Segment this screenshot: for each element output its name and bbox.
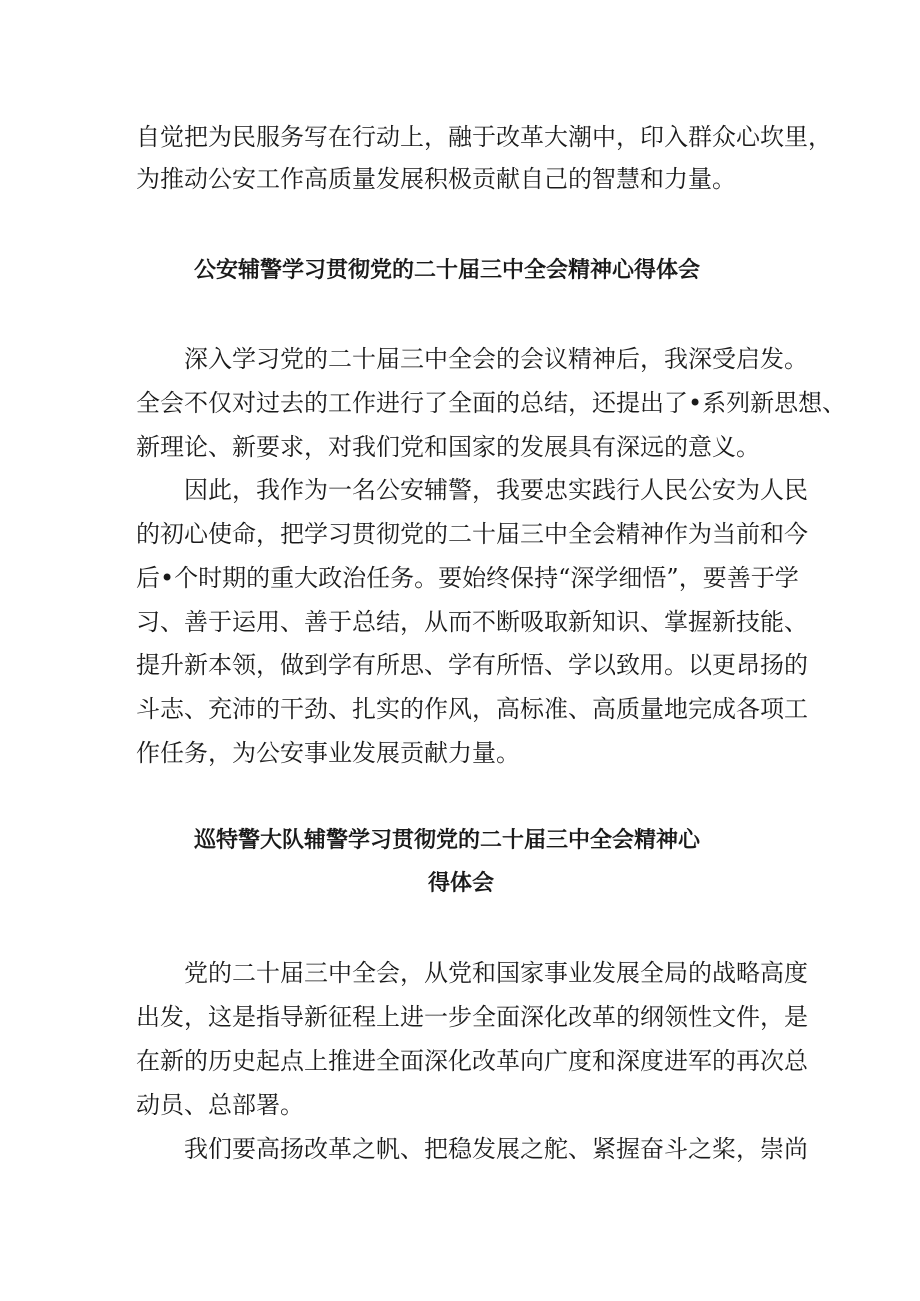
text-line: 我们要高扬改革之帆、把稳发展之舵、紧握奋斗之桨，崇尚 <box>184 1135 808 1163</box>
text-line: 深入学习党的二十届三中全会的会议精神后，我深受启发。 <box>184 345 808 373</box>
section-2-title-line: 巡特警大队辅警学习贯彻党的二十届三中全会精神心 <box>194 828 701 853</box>
text-line: 作任务，为公安事业发展贡献力量。 <box>136 739 520 767</box>
text-line: 党的二十届三中全会，从党和国家事业发展全局的战略高度 <box>184 959 808 987</box>
section-1-title: 公安辅警学习贯彻党的二十届三中全会精神心得体会 <box>194 258 701 283</box>
text-line: 为推动公安工作高质量发展积极贡献自己的智慧和力量。 <box>136 165 736 193</box>
text-line: 后•个时期的重大政治任务。要始终保持“深学细悟”，要善于学 <box>136 564 799 592</box>
text-line: 斗志、充沛的干劲、扎实的作风，高标准、高质量地完成各项工 <box>136 695 808 723</box>
text-line: 提升新本领，做到学有所思、学有所悟、学以致用。以更昂扬的 <box>136 651 808 679</box>
text-line: 新理论、新要求，对我们党和国家的发展具有深远的意义。 <box>136 433 760 461</box>
text-line: 动员、总部署。 <box>136 1091 304 1119</box>
text-line: 在新的历史起点上推进全面深化改革向广度和深度进军的再次总 <box>136 1047 808 1075</box>
text-line: 习、善于运用、善于总结，从而不断吸取新知识、掌握新技能、 <box>136 608 808 636</box>
text-line: 自觉把为民服务写在行动上，融于改革大潮中，印入群众心坎里， <box>136 123 832 151</box>
text-line: 出发，这是指导新征程上进一步全面深化改革的纲领性文件，是 <box>136 1003 808 1031</box>
text-line: 的初心使命，把学习贯彻党的二十届三中全会精神作为当前和今 <box>136 520 808 548</box>
text-line: 全会不仅对过去的工作进行了全面的总结，还提出了•系列新思想、 <box>136 389 847 417</box>
text-line: 因此，我作为一名公安辅警，我要忠实践行人民公安为人民 <box>184 476 808 504</box>
section-2-title-line: 得体会 <box>428 871 495 896</box>
